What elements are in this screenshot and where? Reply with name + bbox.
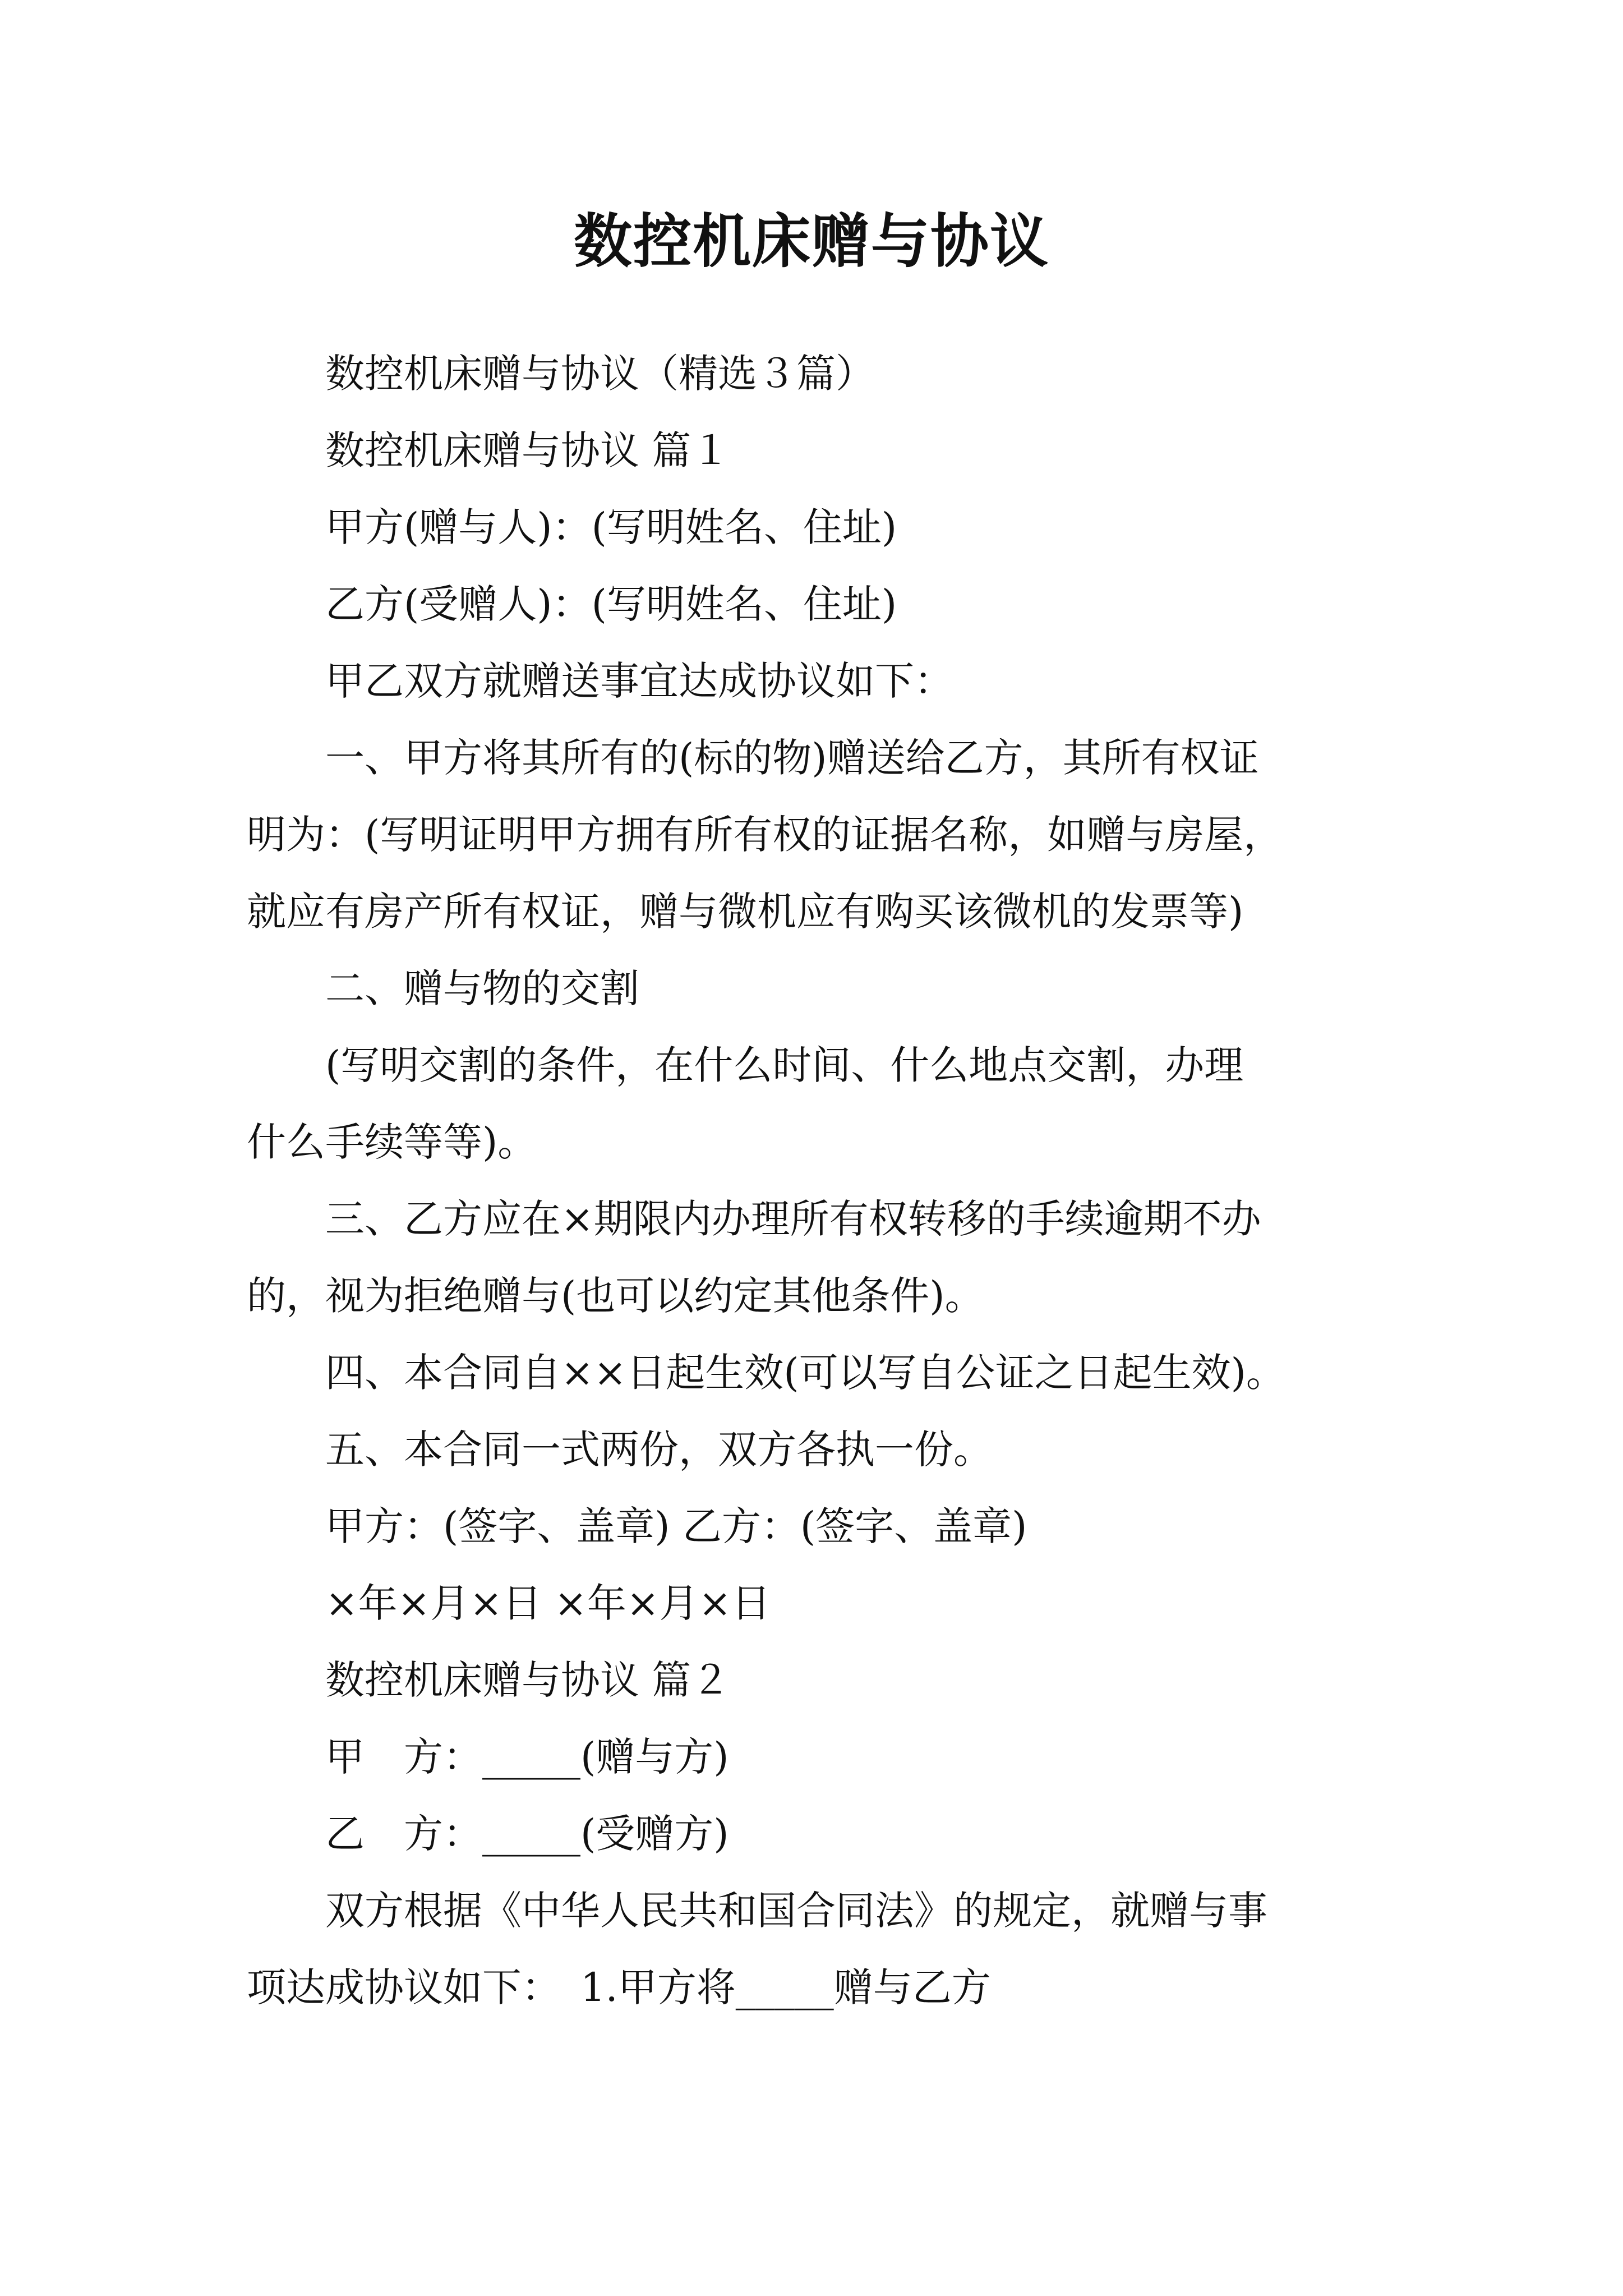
paragraph-line: 五、本合同一式两份，双方各执一份。 [325, 1427, 993, 1473]
paragraph-line: 明为：(写明证明甲方拥有所有权的证据名称，如赠与房屋， [247, 812, 1283, 858]
document-body [247, 335, 1385, 2026]
paragraph-line: 乙方(受赠人)：(写明姓名、住址) [325, 581, 897, 627]
paragraph-agreement-2 [247, 1872, 1385, 2026]
paragraph-line: 数控机床赠与协议（精选３篇） [325, 351, 875, 397]
paragraph-line: 什么手续等等)。 [247, 1119, 537, 1165]
paragraph-line: 甲乙双方就赠送事宜达成协议如下： [325, 658, 953, 704]
paragraph-party-b [247, 566, 1385, 643]
paragraph-line: 数控机床赠与协议 篇２ [325, 1657, 731, 1703]
paragraph-signatures [247, 1488, 1385, 1565]
paragraph-dates [247, 1565, 1385, 1642]
paragraph-party-a [247, 489, 1385, 566]
paragraph-clause-5 [247, 1411, 1385, 1488]
paragraph-clause-3 [247, 1181, 1385, 1335]
paragraph-clause-4 [247, 1335, 1385, 1411]
paragraph-clause-2 [247, 950, 1385, 1027]
paragraph-line: 四、本合同自××日起生效(可以写自公证之日起生效)。 [325, 1350, 1285, 1396]
paragraph-subtitle [247, 335, 1385, 412]
document-title: 数控机床赠与协议 [573, 206, 1049, 275]
paragraph-line: 的，视为拒绝赠与(也可以约定其他条件)。 [247, 1273, 984, 1319]
paragraph-line: 三、乙方应在×期限内办理所有权转移的手续逾期不办 [325, 1196, 1261, 1242]
paragraph-party-a-2 [247, 1719, 1385, 1796]
section-heading-1 [247, 412, 1385, 489]
paragraph-line: 项达成协议如下： 1.甲方将_____赠与乙方 [247, 1964, 991, 2010]
section-heading-2 [247, 1642, 1385, 1719]
paragraph-line: (写明交割的条件，在什么时间、什么地点交割，办理 [325, 1042, 1244, 1088]
paragraph-line: 一、甲方将其所有的(标的物)赠送给乙方，其所有权证 [325, 735, 1259, 781]
paragraph-line: ×年×月×日 ×年×月×日 [325, 1580, 771, 1626]
paragraph-line: 就应有房产所有权证，赠与微机应有购买该微机的发票等) [247, 889, 1244, 935]
paragraph-clause-2-detail [247, 1027, 1385, 1181]
paragraph-intro [247, 643, 1385, 720]
paragraph-line: 甲 方：_____(赠与方) [325, 1734, 729, 1780]
paragraph-line: 甲方：(签字、盖章) 乙方：(签字、盖章) [325, 1503, 1027, 1549]
paragraph-clause-1 [247, 720, 1385, 950]
paragraph-line: 双方根据《中华人民共和国合同法》的规定，就赠与事 [325, 1888, 1267, 1934]
paragraph-line: 乙 方：_____(受赠方) [325, 1811, 729, 1857]
paragraph-line: 数控机床赠与协议 篇１ [325, 427, 731, 473]
paragraph-line: 甲方(赠与人)：(写明姓名、住址) [325, 504, 897, 550]
paragraph-line: 二、赠与物的交割 [325, 965, 639, 1011]
paragraph-party-b-2 [247, 1796, 1385, 1872]
